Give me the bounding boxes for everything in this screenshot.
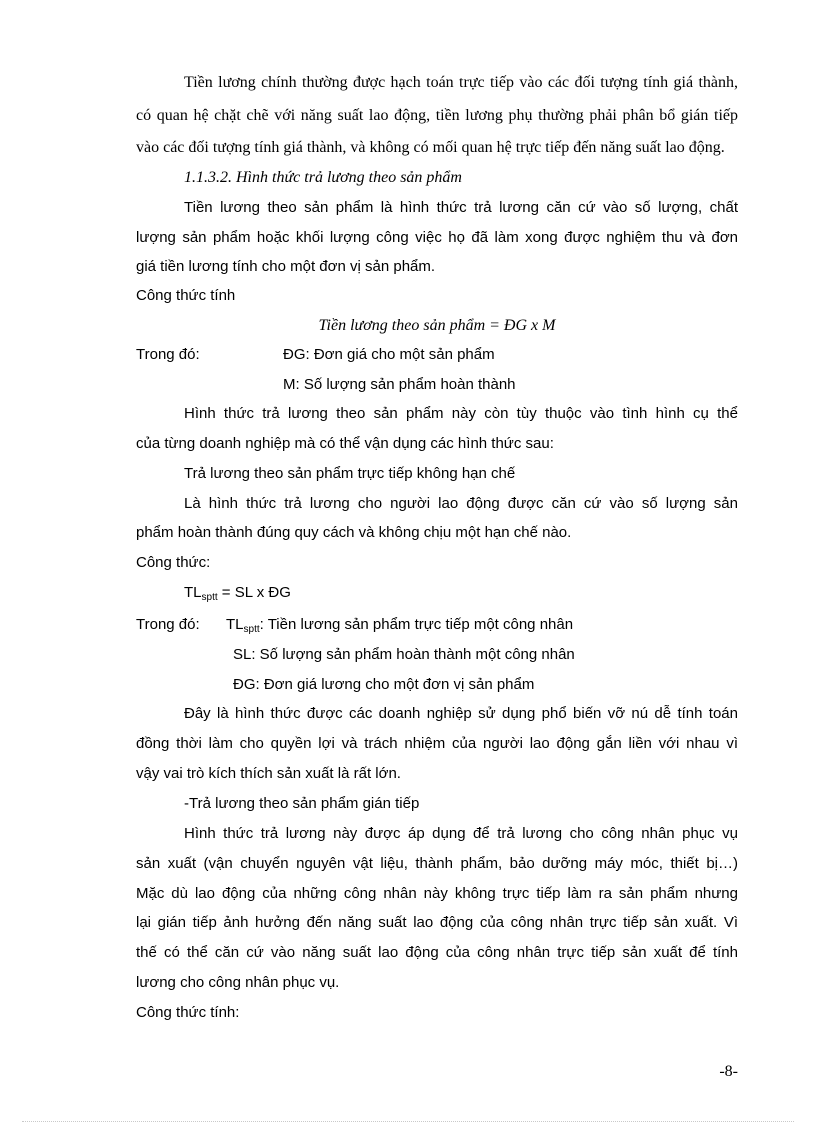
- paragraph-4-line-2: phẩm hoàn thành đúng quy cách và không chịu một hạn chế nào.: [136, 524, 572, 541]
- paragraph-2-line-1: Tiền lương theo sản phẩm là hình thức trả lương căn cứ vào số lượng, chất: [184, 199, 738, 216]
- subsection-1-title: Trả lương theo sản phẩm trực tiếp không hạn chế: [184, 465, 516, 482]
- section-heading: 1.1.3.2. Hình thức trả lương theo sản phẩm: [184, 169, 462, 186]
- formula-2: [184, 583, 738, 603]
- paragraph-2-line-2: lượng sản phẩm hoặc khối lượng công việc họ đã làm xong được nghiệm thu và đơn: [136, 229, 738, 246]
- paragraph-6-line-3: Mặc dù lao động của những công nhân này không trực tiếp làm ra sản phẩm nhưng: [136, 885, 738, 902]
- paragraph-4-line-1: Là hình thức trả lương cho người lao động được căn cứ vào số lượng sản: [184, 495, 738, 512]
- where-dg: ĐG: Đơn giá cho một sản phẩm: [283, 346, 495, 363]
- where-2-tl-desc: : Tiền lương sản phẩm trực tiếp một công nhân: [259, 616, 574, 633]
- where-2-tl-sub: sptt: [243, 624, 260, 635]
- page-number: -8-: [719, 1063, 738, 1080]
- paragraph-6-line-5: thế có thể căn cứ vào năng suất lao động của công nhân trực tiếp sản xuất để tính: [136, 944, 738, 961]
- formula-2-tl: TL: [184, 584, 202, 601]
- paragraph-6-line-2: sản xuất (vận chuyển nguyên vật liệu, thành phẩm, bảo dưỡng máy móc, thiết bị…): [136, 855, 738, 872]
- where-2-label: Trong đó:: [136, 616, 200, 633]
- where-2-dg: ĐG: Đơn giá lương cho một đơn vị sản phẩm: [233, 676, 535, 693]
- where-m: M: Số lượng sản phẩm hoàn thành: [283, 376, 516, 393]
- formula-intro: Công thức tính: [136, 287, 236, 304]
- where-2-tl-text: TL: [226, 616, 244, 633]
- paragraph-5-line-1: Đây là hình thức được các doanh nghiệp sử dụng phổ biến vỡ nú dễ tính toán: [184, 705, 738, 722]
- paragraph-1-line-1: Tiền lương chính thường được hạch toán trực tiếp vào các đối tượng tính giá thành,: [184, 74, 738, 91]
- paragraph-3-line-2: của từng doanh nghiệp mà có thể vận dụng các hình thức sau:: [136, 435, 554, 452]
- paragraph-1-line-3: vào các đối tượng tính giá thành, và không có mối quan hệ trực tiếp đến năng suất lao động.: [136, 139, 725, 156]
- paragraph-5-line-2: đồng thời làm cho quyền lợi và trách nhiệm của người lao động gắn liền với nhau vì: [136, 735, 738, 752]
- formula-main: Tiền lương theo sản phẩm = ĐG x M: [318, 317, 556, 334]
- where-2-sl: SL: Số lượng sản phẩm hoàn thành một công nhân: [233, 646, 575, 663]
- formula-3-intro: Công thức tính:: [136, 1004, 240, 1021]
- paragraph-2-line-3: giá tiền lương tính cho một đơn vị sản phẩm.: [136, 258, 436, 275]
- page-bottom-rule: [22, 1121, 794, 1122]
- where-label-text: Trong đó:: [136, 346, 200, 363]
- paragraph-1-line-2: có quan hệ chặt chẽ với năng suất lao động, tiền lương phụ thường phải phân bổ gián tiếp: [136, 107, 738, 124]
- paragraph-3-line-1: Hình thức trả lương theo sản phẩm này còn tùy thuộc vào tình hình cụ thể: [184, 405, 738, 422]
- formula-2-rest: = SL x ĐG: [217, 584, 291, 601]
- formula-2-sub: sptt: [201, 592, 218, 603]
- paragraph-6-line-4: lại gián tiếp ảnh hưởng đến năng suất lao động của công nhân trực tiếp sản xuất. Vì: [136, 914, 738, 931]
- paragraph-6-line-1: Hình thức trả lương này được áp dụng để trả lương cho công nhân phục vụ: [184, 825, 738, 842]
- paragraph-6-line-6: lương cho công nhân phục vụ.: [136, 974, 340, 991]
- formula-2-intro: Công thức:: [136, 554, 211, 571]
- where-2-tl: [226, 615, 738, 635]
- subsection-2-title: -Trả lương theo sản phẩm gián tiếp: [184, 795, 420, 812]
- paragraph-5-line-3: vậy vai trò kích thích sản xuất là rất lớn.: [136, 765, 401, 782]
